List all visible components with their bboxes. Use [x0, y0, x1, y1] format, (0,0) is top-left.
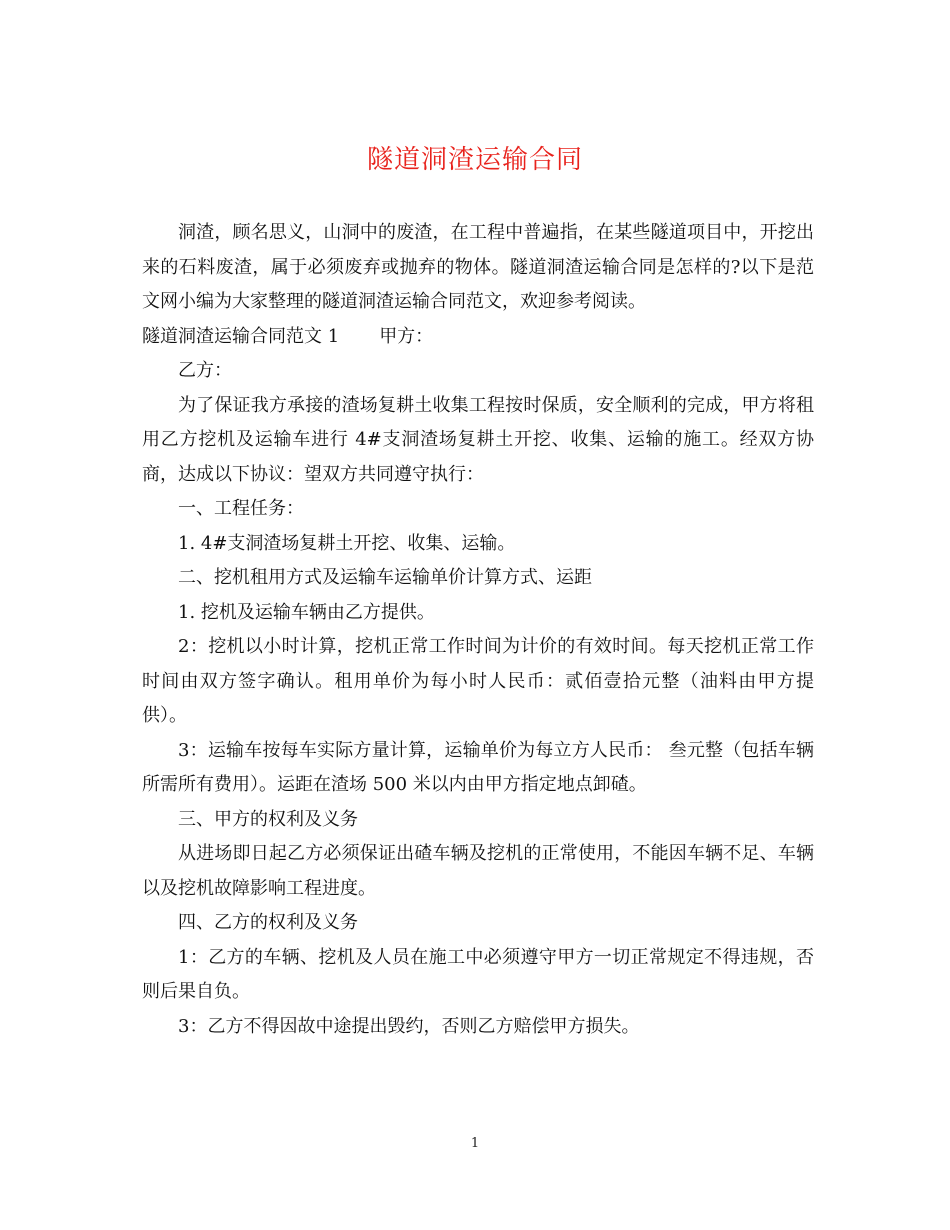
section-4-item-1: 1：乙方的车辆、挖机及人员在施工中必须遵守甲方一切正常规定不得违规，否则后果自负。	[142, 946, 814, 1002]
sample-heading: 隧道洞渣运输合同范文 1	[142, 325, 340, 347]
section-1-title: 一、工程任务：	[178, 498, 304, 519]
section-2-item-1: 1. 挖机及运输车辆由乙方提供。	[178, 601, 435, 623]
sample-heading-line	[142, 320, 814, 355]
section-2-title: 二、挖机租用方式及运输车运输单价计算方式、运距	[178, 567, 592, 588]
party-a-label: 甲方：	[379, 325, 434, 347]
page-number: 1	[470, 1136, 480, 1151]
section-2-item-3: 3：运输车按每车实际方量计算，运输单价为每立方人民币： 叁元整（包括车辆所需所有费用）。运距在渣场 500 米以内由甲方指定地点卸碴。	[142, 739, 814, 795]
document-title: 隧道洞渣运输合同	[366, 145, 583, 175]
section-4-item-3: 3：乙方不得因故中途提出毁约，否则乙方赔偿甲方损失。	[178, 1015, 640, 1037]
section-4-title: 四、乙方的权利及义务	[178, 912, 358, 933]
section-3-title: 三、甲方的权利及义务	[178, 808, 358, 830]
preamble-paragraph: 为了保证我方承接的渣场复耕土收集工程按时保质，安全顺利的完成，甲方将租用乙方挖机及运输车进行 4#支洞渣场复耕土开挖、收集、运输的施工。经双方协商，达成以下协议：望双方共同遵守执行：	[142, 394, 814, 485]
party-b-label: 乙方：	[178, 360, 232, 381]
intro-paragraph: 洞渣，顾名思义，山洞中的废渣，在工程中普遍指，在某些隧道项目中，开挖出来的石料废渣，属于必须废弃或抛弃的物体。隧道洞渣运输合同是怎样的?以下是范文网小编为大家整理的隧道洞渣运输合同范文，欢迎参考阅读。	[142, 222, 814, 312]
section-1-item-1: 1. 4#支洞渣场复耕土开挖、收集、运输。	[178, 532, 516, 554]
section-2-item-2: 2：挖机以小时计算，挖机正常工作时间为计价的有效时间。每天挖机正常工作时间由双方签字确认。租用单价为每小时人民币：贰佰壹拾元整（油料由甲方提供）。	[142, 636, 814, 726]
section-3-paragraph: 从进场即日起乙方必须保证出碴车辆及挖机的正常使用，不能因车辆不足、车辆以及挖机故障影响工程进度。	[142, 843, 814, 899]
document-body	[142, 216, 814, 1044]
